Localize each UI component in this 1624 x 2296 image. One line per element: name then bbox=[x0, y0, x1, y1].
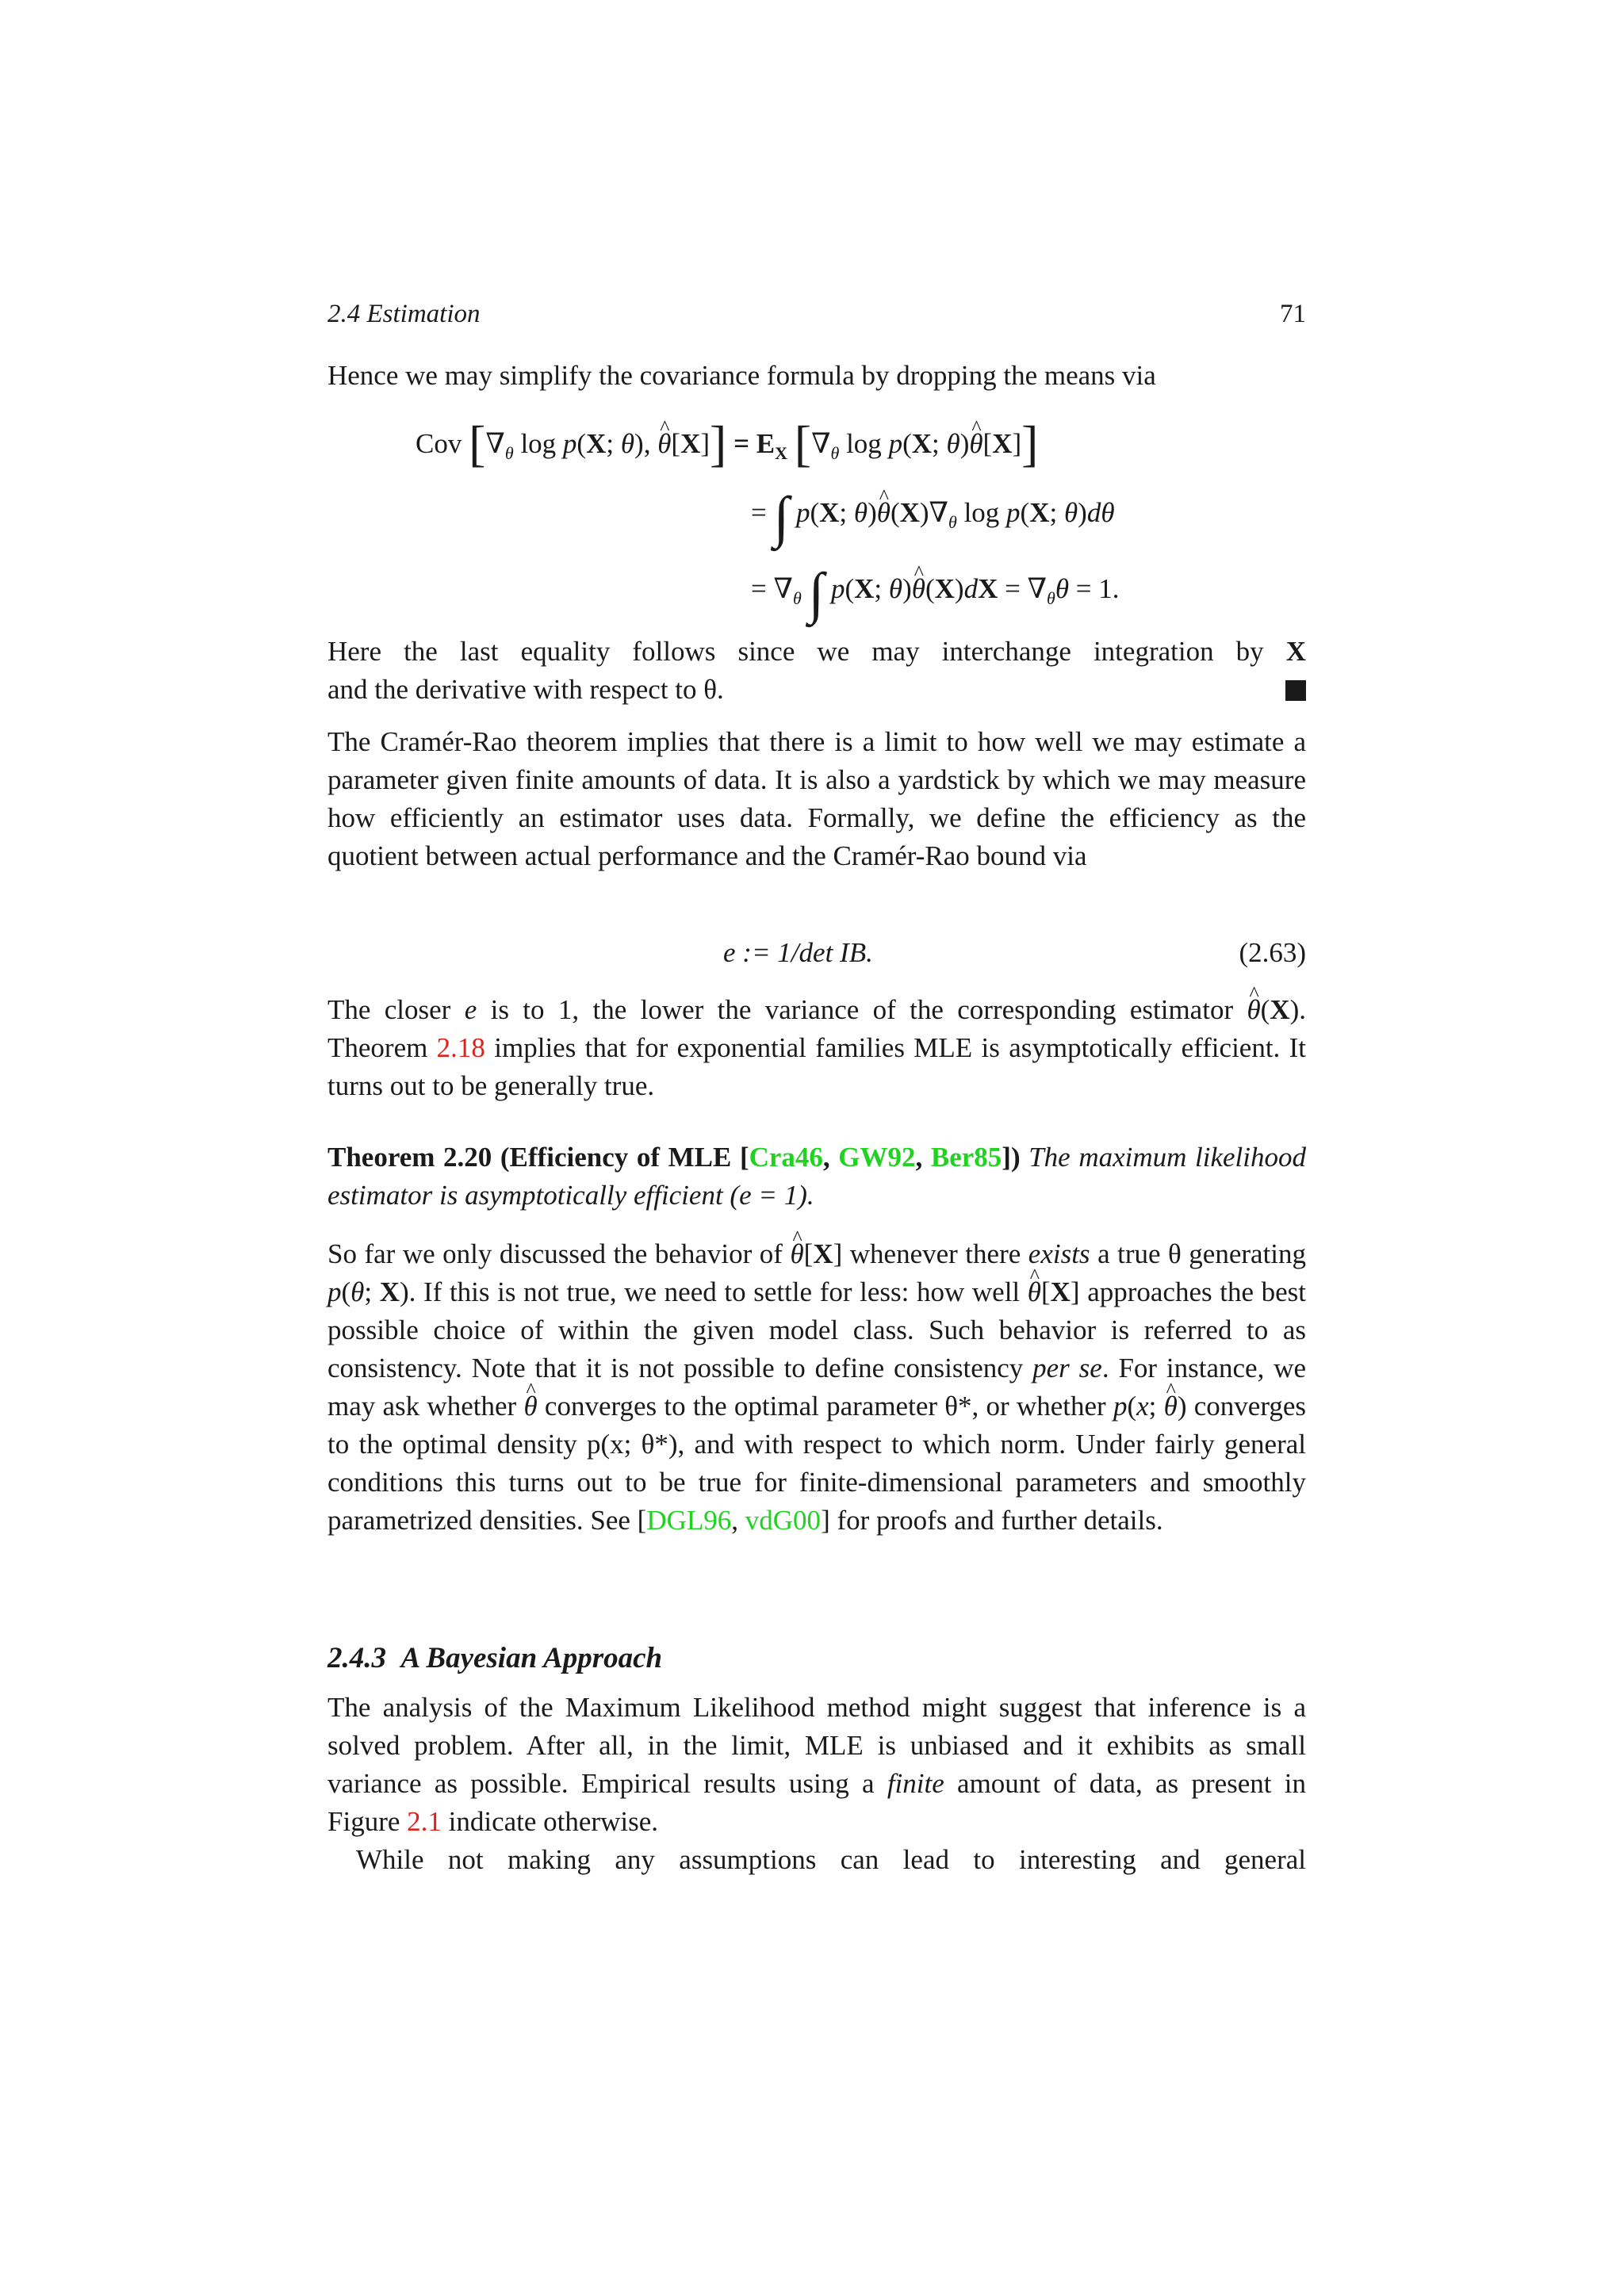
figure-link[interactable]: 2.1 bbox=[407, 1806, 442, 1837]
citation-link[interactable]: GW92 bbox=[838, 1142, 916, 1173]
equation-line-2: = ∫ p(X; θ)^ $\theta(X)\nabla_\theta$ log p(X; θ)dθ bbox=[751, 488, 1115, 545]
running-head bbox=[327, 300, 1306, 339]
theorem-block: Theorem 2.20 (Efficiency of MLE [Cra46, GW92, Ber85]) The maximum likelihood estimator is asymptotically efficient (e = 1). bbox=[327, 1142, 1306, 1211]
efficiency-equation: e := 1/det IB. (2.63) bbox=[327, 934, 1306, 972]
citation-link[interactable]: vdG00 bbox=[745, 1505, 822, 1536]
citation-link[interactable]: Cra46 bbox=[749, 1142, 823, 1173]
page-number: 71 bbox=[1280, 300, 1306, 328]
qed-square bbox=[1285, 680, 1306, 701]
equation-number: (2.63) bbox=[1239, 937, 1306, 968]
subsection-heading: 2.4.3 A Bayesian Approach bbox=[327, 1642, 663, 1674]
theorem-link[interactable]: 2.18 bbox=[436, 1032, 485, 1063]
last-paragraph: While not making any assumptions can lead to interesting and general bbox=[356, 1844, 1306, 1875]
intro-paragraph: Hence we may simplify the covariance formula by dropping the means via bbox=[327, 360, 1156, 391]
equation-line-3: = $\nabla_\theta$ ∫ p(X; θ)^ $\theta(X)dX = \nabla_\theta\theta = 1$. bbox=[751, 564, 1120, 622]
cramer-rao-paragraph: The Cramér-Rao theorem implies that there is a limit to how well we may estimate a parameter given finite amounts of data. It is also a yardstick by which we may measure how efficiently an estimator uses data. Formally, we define the efficiency as the quotient between actual performance and the Cramér-Rao bound via bbox=[327, 726, 1306, 871]
equation-line-1: Cov [$\nabla_\theta$ log p(X; θ), ^ $\theta[X]] = E_X$ [$\nabla_\theta$ log p(X; θ)^ θ[X]] bbox=[416, 419, 1038, 473]
bayesian-paragraph: The analysis of the Maximum Likelihood method might suggest that inference is a solved problem. After all, in the limit, MLE is unbiased and it exhibits as small variance as possible. Empirical results using a finite amount of data, as present in Figure 2.1 indicate otherwise. While not making any assumptions can lead to interesting and general bbox=[327, 1689, 1306, 1879]
section-title: 2.4 Estimation bbox=[327, 300, 481, 328]
citation-link[interactable]: DGL96 bbox=[646, 1505, 732, 1536]
citation-link[interactable]: Ber85 bbox=[930, 1142, 1002, 1173]
interchange-paragraph: Here the last equality follows since we may interchange integration by X and the derivative with respect to θ. bbox=[327, 636, 1307, 705]
closer-paragraph: The closer e is to 1, the lower the variance of the corresponding estimator ^ θ(X). Theorem 2.18 implies that for exponential families MLE is asymptotically efficient. It turns out to be generally true. bbox=[327, 991, 1306, 1105]
consistency-paragraph: So far we only discussed the behavior of ^ θ[X] whenever there exists a true θ generating p(θ; X). If this is not true, we need to settle for less: how well ^ θ[X] approaches the best possible choice of within the given model class. Such behavior is referred to as consistency. Note that it is not possible to define consistency per se. For instance, we may ask whether ^ θ converges to the optimal parameter θ*, or whether p(x; ^ θ) converges to the optimal density p(x; θ*), and with respect to which norm. Under fairly general conditions this turns out to be true for finite-dimensional parameters and smoothly parametrized densities. See [DGL96, vdG00] for proofs and further details. bbox=[327, 1235, 1306, 1540]
